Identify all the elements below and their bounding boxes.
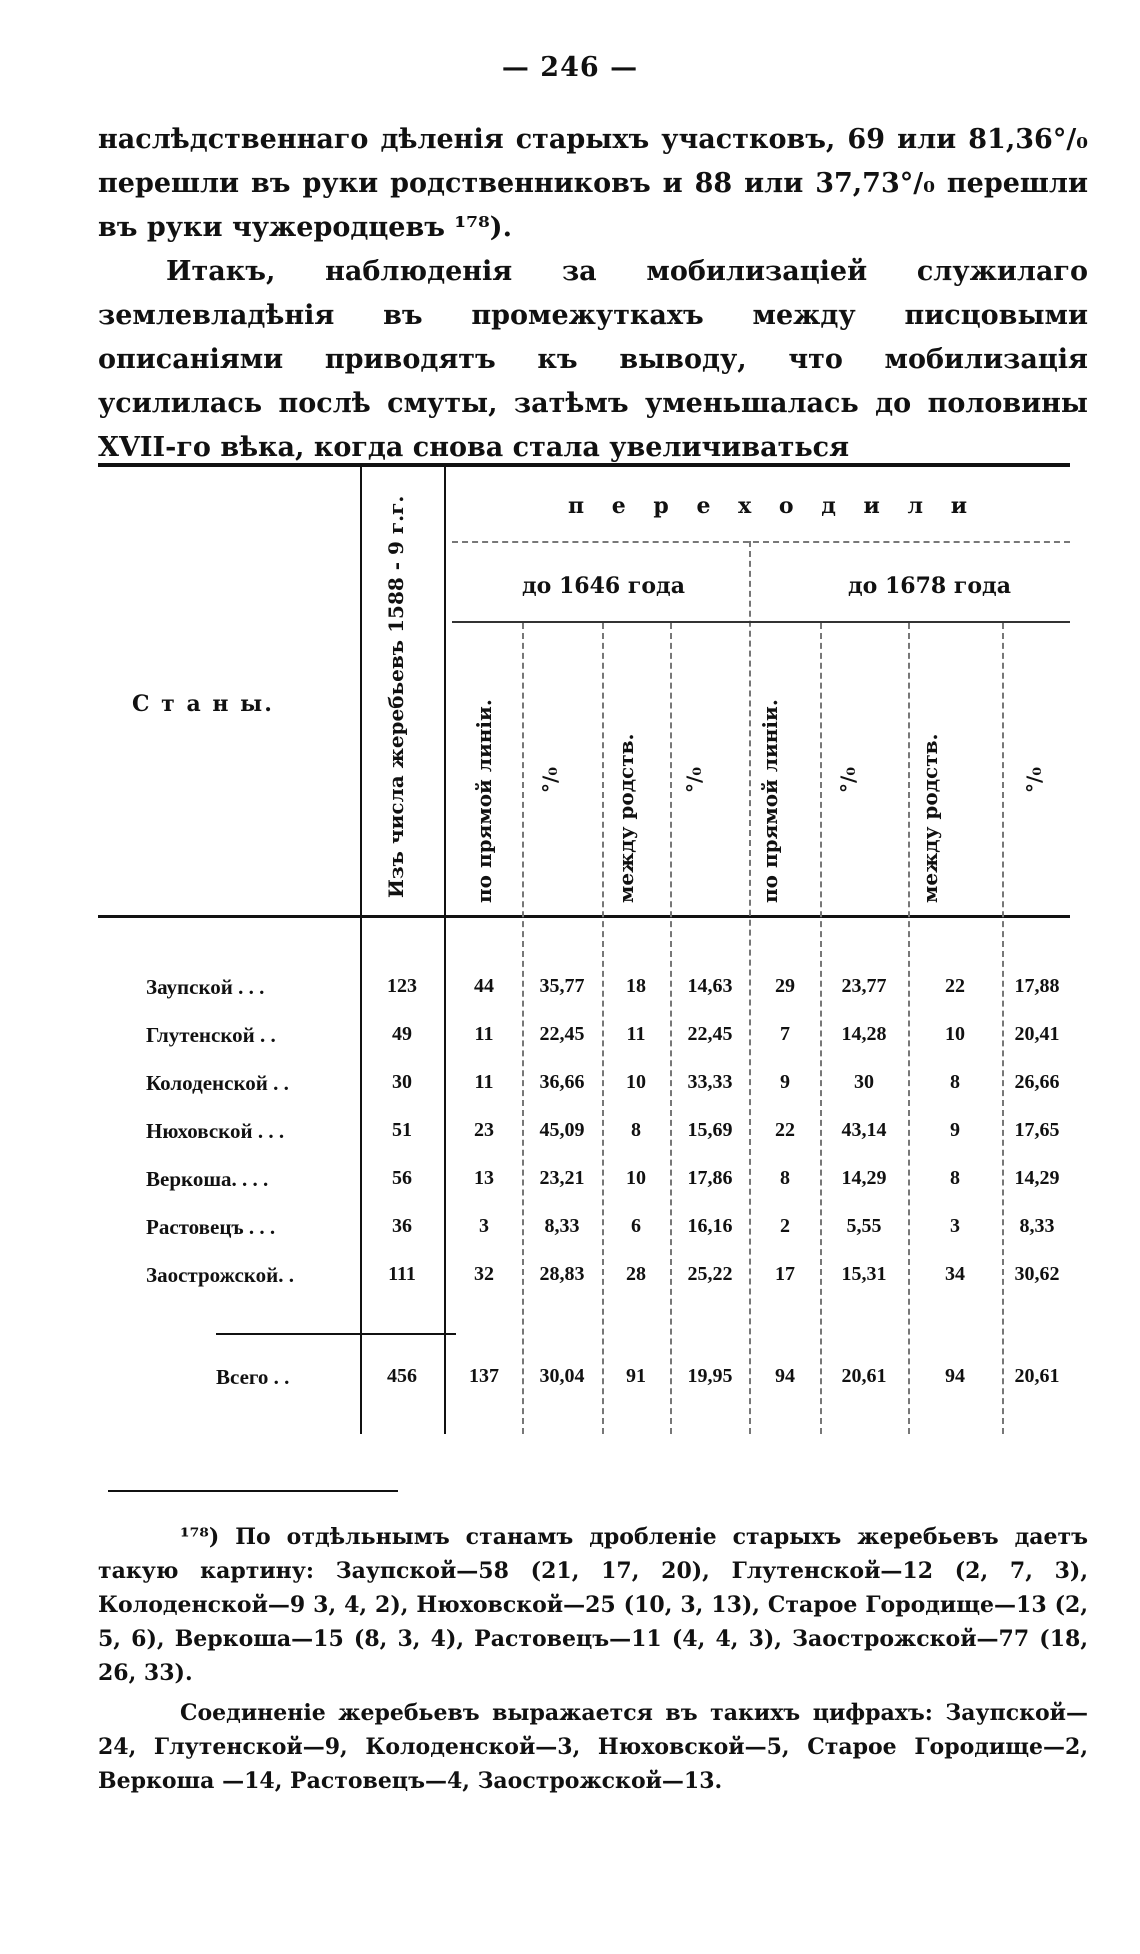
cell: 14,63 [687, 975, 733, 997]
column-divider [444, 463, 446, 1434]
cell: 16,16 [687, 1215, 733, 1237]
subheader-pct-4: °/₀ [1022, 766, 1046, 793]
cell: 49 [392, 1023, 412, 1045]
cell: 22,45 [539, 1023, 585, 1045]
paragraph: Итакъ, наблюденія за мобилизаціей служилаго землевладѣнія въ промежуткахъ между писцовыми описаніями приводятъ къ выводу, что мобилизація усилилась послѣ смуты, затѣмъ уменьшалась до половины XVII-го вѣка, когда снова стала увеличиваться [98, 256, 1088, 463]
cell: 9 [950, 1119, 960, 1141]
cell: 111 [388, 1263, 416, 1285]
cell: 123 [387, 975, 417, 997]
cell: 10 [626, 1167, 646, 1189]
cell: 23,21 [539, 1167, 585, 1189]
total-rule [216, 1333, 456, 1335]
header-rule [452, 541, 1070, 543]
cell: 11 [626, 1023, 646, 1045]
cell: 8 [950, 1167, 960, 1189]
cell: 30 [854, 1071, 874, 1093]
cell: 36,66 [539, 1071, 585, 1093]
cell: 23 [474, 1119, 494, 1141]
cell: 17,86 [687, 1167, 733, 1189]
cell: 17 [775, 1263, 795, 1285]
cell: 28 [626, 1263, 646, 1285]
body-text [98, 118, 1088, 470]
row-name: Заострожской. . [146, 1263, 294, 1287]
cell: 2 [780, 1215, 790, 1237]
table-top-rule [98, 463, 1070, 467]
cell: 51 [392, 1119, 412, 1141]
cell: 6 [631, 1215, 641, 1237]
cell: 26,66 [1014, 1071, 1060, 1093]
cell: 94 [775, 1365, 795, 1387]
cell: 8,33 [544, 1215, 580, 1237]
footnote: Соединеніе жеребьевъ выражается въ такихъ цифрахъ: Заупской—24, Глутенской—9, Колоденской—3, Нюховской—5, Старое Городище—2, Веркоша —14, Растовецъ—4, Заострожской—13. [98, 1700, 1088, 1794]
cell: 32 [474, 1263, 494, 1285]
cell: 23,77 [841, 975, 887, 997]
cell: 8 [631, 1119, 641, 1141]
cell: 15,31 [841, 1263, 887, 1285]
row-name: Веркоша. . . . [146, 1167, 269, 1191]
cell: 35,77 [539, 975, 585, 997]
header-total-column: Изъ числа жеребьевъ 1588 - 9 г.г. [384, 495, 408, 898]
cell: 28,83 [539, 1263, 585, 1285]
cell: 19,95 [687, 1365, 733, 1387]
cell: 91 [626, 1365, 646, 1387]
page-number: — 246 — [501, 52, 639, 83]
cell: 8 [950, 1071, 960, 1093]
row-name: Нюховской . . . [146, 1119, 285, 1143]
cell: 20,41 [1014, 1023, 1060, 1045]
cell: 34 [945, 1263, 965, 1285]
cell: 7 [780, 1023, 790, 1045]
cell: 456 [387, 1365, 417, 1387]
row-name: Растовецъ . . . [146, 1215, 276, 1239]
period-divider [749, 541, 751, 1434]
cell: 22 [945, 975, 965, 997]
cell: 13 [474, 1167, 494, 1189]
header-period-2: до 1678 года [848, 573, 1011, 599]
subheader-pct-1: °/₀ [538, 766, 562, 793]
cell: 17,88 [1014, 975, 1060, 997]
subheader-relatives-2: между родств. [918, 733, 942, 903]
cell: 18 [626, 975, 646, 997]
cell: 5,55 [846, 1215, 882, 1237]
subheader-direct-1: по прямой линіи. [472, 699, 496, 903]
cell: 8 [780, 1167, 790, 1189]
cell: 94 [945, 1365, 965, 1387]
subheader-relatives-1: между родств. [614, 733, 638, 903]
subheader-pct-2: °/₀ [682, 766, 706, 793]
paragraph: наслѣдственнаго дѣленія старыхъ участковъ, 69 или 81,36°/₀ перешли въ руки родственниковъ и 88 или 37,73°/₀ перешли въ руки чужеродцевъ ¹⁷⁸). [98, 124, 1088, 243]
cell: 25,22 [687, 1263, 733, 1285]
cell: 3 [479, 1215, 489, 1237]
cell: 9 [780, 1071, 790, 1093]
cell: 29 [775, 975, 795, 997]
table-header-rule [98, 915, 1070, 918]
cell: 8,33 [1019, 1215, 1055, 1237]
cell: 36 [392, 1215, 412, 1237]
statistics-table [98, 463, 1070, 1434]
cell: 17,65 [1014, 1119, 1060, 1141]
column-divider [360, 463, 362, 1434]
cell: 30,04 [539, 1365, 585, 1387]
header-group: п е р е х о д и л и [568, 493, 978, 519]
cell: 10 [945, 1023, 965, 1045]
cell: 30 [392, 1071, 412, 1093]
cell: 22,45 [687, 1023, 733, 1045]
footnote: ¹⁷⁸) По отдѣльнымъ станамъ дробленіе старыхъ жеребьевъ даетъ такую картину: Заупской—58 (21, 17, 20), Глутенской—12 (2, 7, 3), Колоденской—9 3, 4, 2), Нюховской—25 (10, 3, 13), Старое Городище—13 (2, 5, 6), Веркоша—15 (8, 3, 4), Растовецъ—11 (4, 4, 3), Заострожской—77 (18, 26, 33). [98, 1524, 1088, 1686]
cell: 45,09 [539, 1119, 585, 1141]
cell: 56 [392, 1167, 412, 1189]
cell: 22 [775, 1119, 795, 1141]
cell: 10 [626, 1071, 646, 1093]
footnote-rule [108, 1490, 398, 1492]
subheader-pct-3: °/₀ [836, 766, 860, 793]
cell: 20,61 [1014, 1365, 1060, 1387]
total-name: Всего . . [216, 1365, 290, 1389]
header-stany: С т а н ы. [132, 691, 274, 717]
cell: 43,14 [841, 1119, 887, 1141]
row-name: Глутенской . . [146, 1023, 276, 1047]
cell: 14,29 [1014, 1167, 1060, 1189]
header-period-1: до 1646 года [522, 573, 685, 599]
cell: 11 [474, 1071, 494, 1093]
cell: 14,29 [841, 1167, 887, 1189]
cell: 44 [474, 975, 494, 997]
subheader-direct-2: по прямой линіи. [758, 699, 782, 903]
cell: 20,61 [841, 1365, 887, 1387]
cell: 15,69 [687, 1119, 733, 1141]
row-name: Заупской . . . [146, 975, 265, 999]
cell: 3 [950, 1215, 960, 1237]
cell: 33,33 [687, 1071, 733, 1093]
cell: 30,62 [1014, 1263, 1060, 1285]
period-rule [452, 621, 1070, 623]
row-name: Колоденской . . [146, 1071, 289, 1095]
footnotes [98, 1520, 1088, 1804]
cell: 137 [469, 1365, 499, 1387]
cell: 14,28 [841, 1023, 887, 1045]
cell: 11 [474, 1023, 494, 1045]
